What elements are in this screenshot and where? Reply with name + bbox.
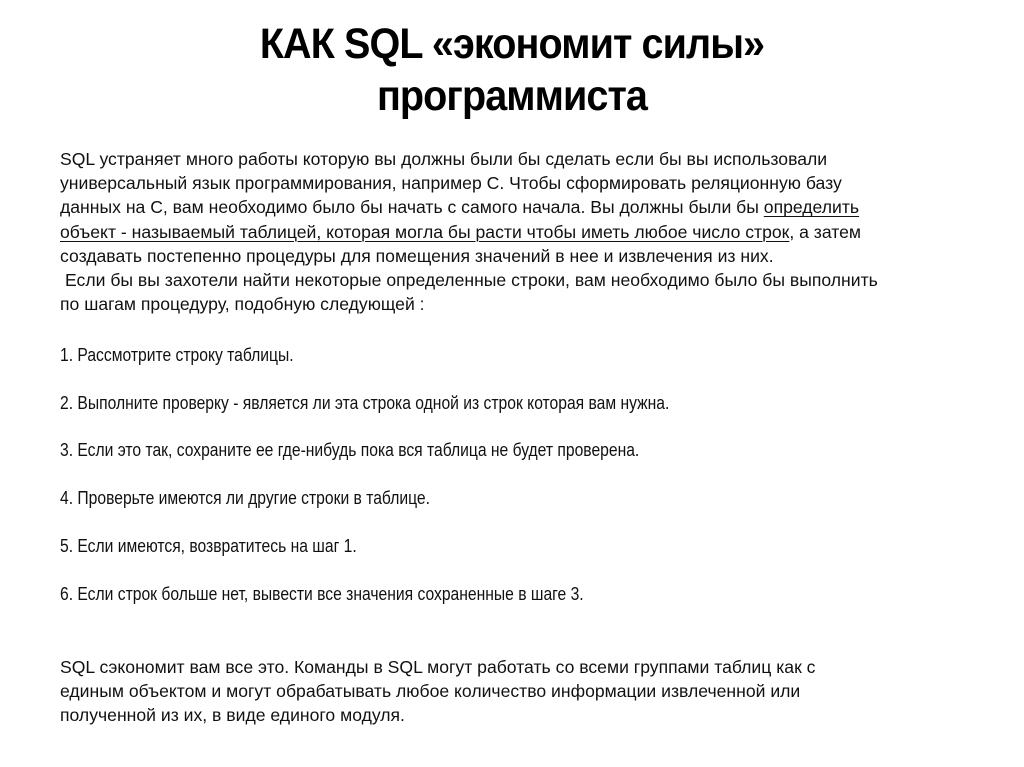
paragraph-line <box>60 195 1010 219</box>
paragraph-line: SQL устраняет много работы которую вы должны были бы сделать если бы вы использовали <box>60 149 828 169</box>
paragraph-line: единым объектом и могут обрабатывать любое количество информации извлеченной или <box>60 681 801 702</box>
paragraph-line: универсальный язык программирования, например С. Чтобы сформировать реляционную базу <box>60 173 842 194</box>
paragraph-line <box>60 220 1010 244</box>
step-item-1: 1. Рассмотрите строку таблицы. <box>60 345 294 365</box>
paragraph-line: по шагам процедуру, подобную следующей : <box>60 294 425 315</box>
paragraph-line: создавать постепенно процедуры для помещения значений в нее и извлечения из них. <box>60 245 774 266</box>
slide-title <box>41 18 983 122</box>
paragraph-text: , а затем <box>789 221 862 242</box>
paragraph-text: данных на С, вам необходимо было бы начать с самого начала. Вы должны были бы <box>60 197 764 218</box>
step-item-6: 6. Если строк больше нет, вывести все значения сохраненные в шаге 3. <box>60 584 584 604</box>
title-line-2: программиста <box>376 72 648 120</box>
paragraph-line: полученной из их, в виде единого модуля. <box>60 705 405 726</box>
underlined-text: определить <box>763 197 860 218</box>
underlined-text: объект - называемый таблицей, которая могла бы расти чтобы иметь любое число строк <box>60 221 790 242</box>
paragraph-search <box>60 268 1010 316</box>
step-item-2: 2. Выполните проверку - является ли эта строка одной из строк которая вам нужна. <box>60 393 670 413</box>
paragraph-line: SQL сэкономит вам все это. Команды в SQL могут работать со всеми группами таблиц как с <box>60 657 816 677</box>
step-item-3: 3. Если это так, сохраните ее где-нибудь пока вся таблица не будет проверена. <box>60 440 640 460</box>
title-line-1: КАК SQL «экономит силы» <box>259 20 765 68</box>
paragraph-line: Если бы вы захотели найти некоторые определенные строки, вам необходимо было бы выполнить <box>65 270 878 290</box>
step-item-5: 5. Если имеются, возвратитесь на шаг 1. <box>60 536 357 556</box>
paragraph-conclusion <box>60 655 1010 728</box>
paragraph-intro <box>60 147 1010 268</box>
step-item-4: 4. Проверьте имеются ли другие строки в таблице. <box>60 488 430 508</box>
